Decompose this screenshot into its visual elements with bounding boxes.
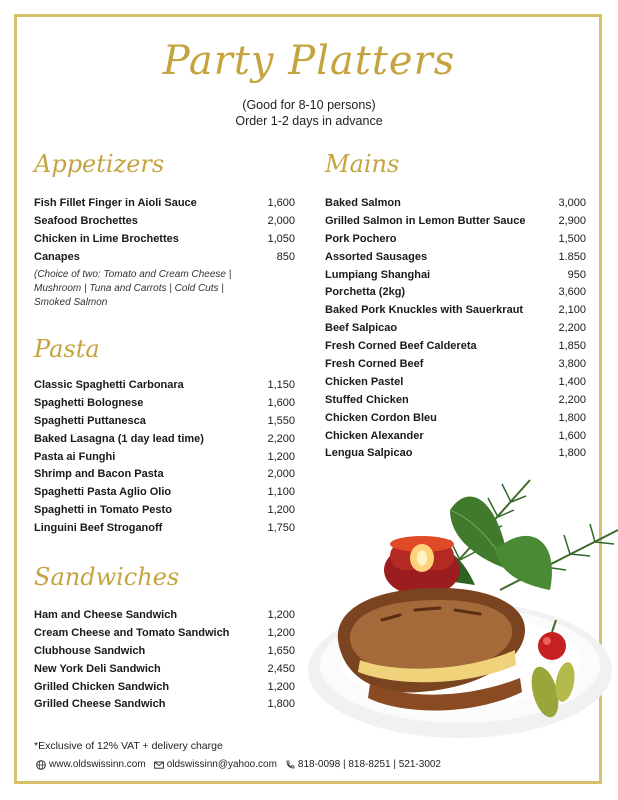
item-name: Linguini Beef Stroganoff [34, 522, 163, 535]
item-name: Canapes [34, 250, 80, 263]
menu-item [325, 231, 586, 249]
sandwich-platter-illustration [300, 460, 618, 760]
item-price: 2,900 [558, 214, 586, 227]
item-price: 1,600 [267, 396, 295, 409]
menu-item [325, 374, 586, 392]
item-price: 1,050 [267, 232, 295, 245]
item-name: New York Deli Sandwich [34, 662, 161, 675]
item-price: 3,800 [558, 358, 586, 371]
item-name: Spaghetti Bolognese [34, 396, 144, 409]
menu-item [325, 428, 586, 446]
section-title-mains: Mains [325, 150, 400, 178]
item-name: Fresh Corned Beef [325, 358, 424, 371]
item-name: Pork Pochero [325, 232, 397, 245]
item-price: 1,200 [267, 626, 295, 639]
menu-item [34, 249, 295, 267]
item-name: Shrimp and Bacon Pasta [34, 468, 164, 481]
mains-list [325, 195, 586, 463]
item-price: 1,600 [267, 197, 295, 209]
item-name: Spaghetti Pasta Aglio Olio [34, 486, 172, 499]
item-name: Chicken Pastel [325, 375, 404, 388]
email-link[interactable]: oldswissinn@yahoo.com [166, 759, 277, 770]
item-price: 1,200 [267, 450, 295, 463]
menu-item [34, 484, 295, 502]
item-name: Beef Salpicao [325, 322, 398, 335]
item-price: 1,550 [267, 414, 295, 427]
item-name: Chicken in Lime Brochettes [34, 232, 179, 245]
website-contact [36, 759, 146, 770]
item-name: Ham and Cheese Sandwich [34, 609, 178, 621]
page-title: Party Platters [162, 38, 456, 84]
item-name: Baked Salmon [325, 197, 401, 209]
item-name: Classic Spaghetti Carbonara [34, 379, 184, 391]
menu-item [34, 625, 295, 643]
menu-item [34, 449, 295, 467]
item-name: Chicken Cordon Bleu [325, 411, 437, 424]
item-price: 2,200 [558, 322, 586, 335]
menu-item [325, 410, 586, 428]
menu-item [325, 195, 586, 213]
serving-note: (Good for 8-10 persons) [242, 98, 376, 112]
section-title-pasta: Pasta [34, 335, 100, 363]
item-name: Spaghetti Puttanesca [34, 414, 146, 427]
item-price: 2,100 [558, 304, 586, 317]
item-name: Fish Fillet Finger in Aioli Sauce [34, 197, 197, 209]
item-name: Fresh Corned Beef Caldereta [325, 340, 477, 353]
menu-item [325, 284, 586, 302]
envelope-icon [154, 760, 164, 770]
item-name: Baked Lasagna (1 day lead time) [34, 432, 204, 445]
contact-bar [36, 759, 441, 770]
item-price: 3,600 [558, 286, 586, 299]
item-name: Porchetta (2kg) [325, 286, 406, 299]
menu-item [325, 302, 586, 320]
item-price: 1,200 [267, 504, 295, 517]
menu-item [34, 213, 295, 231]
item-name: Grilled Chicken Sandwich [34, 680, 170, 693]
menu-item [34, 395, 295, 413]
item-price: 1,850 [558, 340, 586, 353]
menu-item [325, 267, 586, 285]
candle-holder-illustration [384, 536, 460, 596]
menu-item [34, 466, 295, 484]
menu-item [325, 392, 586, 410]
item-price: 1,750 [267, 522, 295, 535]
item-price: 1,200 [267, 609, 295, 621]
phone-numbers: 818-0098 | 818-8251 | 521-3002 [297, 759, 441, 770]
item-price: 1,800 [267, 698, 295, 711]
item-name: Lumpiang Shanghai [325, 268, 431, 281]
appetizers-list [34, 195, 295, 267]
menu-item [34, 413, 295, 431]
subtitle [0, 97, 618, 129]
item-name: Assorted Sausages [325, 250, 428, 263]
item-name: Spaghetti in Tomato Pesto [34, 504, 172, 517]
menu-item [34, 195, 295, 213]
section-title-sandwiches: Sandwiches [34, 563, 180, 591]
pasta-list [34, 377, 295, 538]
menu-item [34, 520, 295, 538]
item-name: Grilled Cheese Sandwich [34, 698, 166, 711]
menu-item [325, 320, 586, 338]
item-name: Chicken Alexander [325, 429, 424, 442]
phone-contact [285, 759, 441, 770]
menu-item [325, 249, 586, 267]
menu-item [34, 431, 295, 449]
item-price: 1,100 [267, 486, 295, 499]
website-link[interactable]: www.oldswissinn.com [49, 759, 146, 770]
menu-item [34, 502, 295, 520]
item-price: 2,200 [267, 432, 295, 445]
menu-item [325, 338, 586, 356]
menu-item [34, 607, 295, 625]
item-price: 1,400 [558, 375, 586, 388]
menu-item [34, 377, 295, 395]
item-name: Lengua Salpicao [325, 447, 413, 460]
item-price: 1,800 [558, 447, 586, 460]
globe-icon [36, 760, 46, 770]
item-price: 2,000 [267, 214, 295, 227]
email-contact [154, 759, 277, 770]
menu-item [34, 696, 295, 714]
menu-item [34, 679, 295, 697]
menu-item [34, 231, 295, 249]
menu-item [325, 213, 586, 231]
item-price: 1,800 [558, 411, 586, 424]
section-title-appetizers: Appetizers [34, 150, 165, 178]
item-price: 1,150 [267, 379, 295, 391]
item-price: 2,200 [558, 393, 586, 406]
pine-branch-illustration [433, 480, 618, 590]
item-price: 2,450 [267, 662, 295, 675]
item-name: Seafood Brochettes [34, 214, 138, 227]
sandwiches-list [34, 607, 295, 714]
item-price: 1,650 [267, 644, 295, 657]
vat-note: *Exclusive of 12% VAT + delivery charge [34, 740, 223, 752]
item-price: 850 [276, 250, 295, 263]
item-price: 1,500 [558, 232, 586, 245]
item-price: 1,600 [558, 429, 586, 442]
item-price: 3,000 [558, 197, 586, 209]
item-price: 2,000 [267, 468, 295, 481]
menu-item [325, 356, 586, 374]
advance-order-note: Order 1-2 days in advance [235, 114, 383, 128]
item-name: Baked Pork Knuckles with Sauerkraut [325, 304, 524, 317]
item-name: Grilled Salmon in Lemon Butter Sauce [325, 214, 526, 227]
item-name: Clubhouse Sandwich [34, 644, 146, 657]
item-price: 1,200 [267, 680, 295, 693]
item-price: 1.850 [558, 250, 586, 263]
phone-icon [285, 760, 295, 770]
menu-item [34, 661, 295, 679]
item-name: Cream Cheese and Tomato Sandwich [34, 626, 230, 639]
item-price: 950 [567, 268, 586, 281]
canapes-choice-note: (Choice of two: Tomato and Cream Cheese | Mushroom | Tuna and Carrots | Cold Cuts | Smoked Salmon [34, 269, 232, 308]
item-name: Pasta ai Funghi [34, 450, 116, 463]
menu-item [34, 643, 295, 661]
item-name: Stuffed Chicken [325, 393, 409, 406]
